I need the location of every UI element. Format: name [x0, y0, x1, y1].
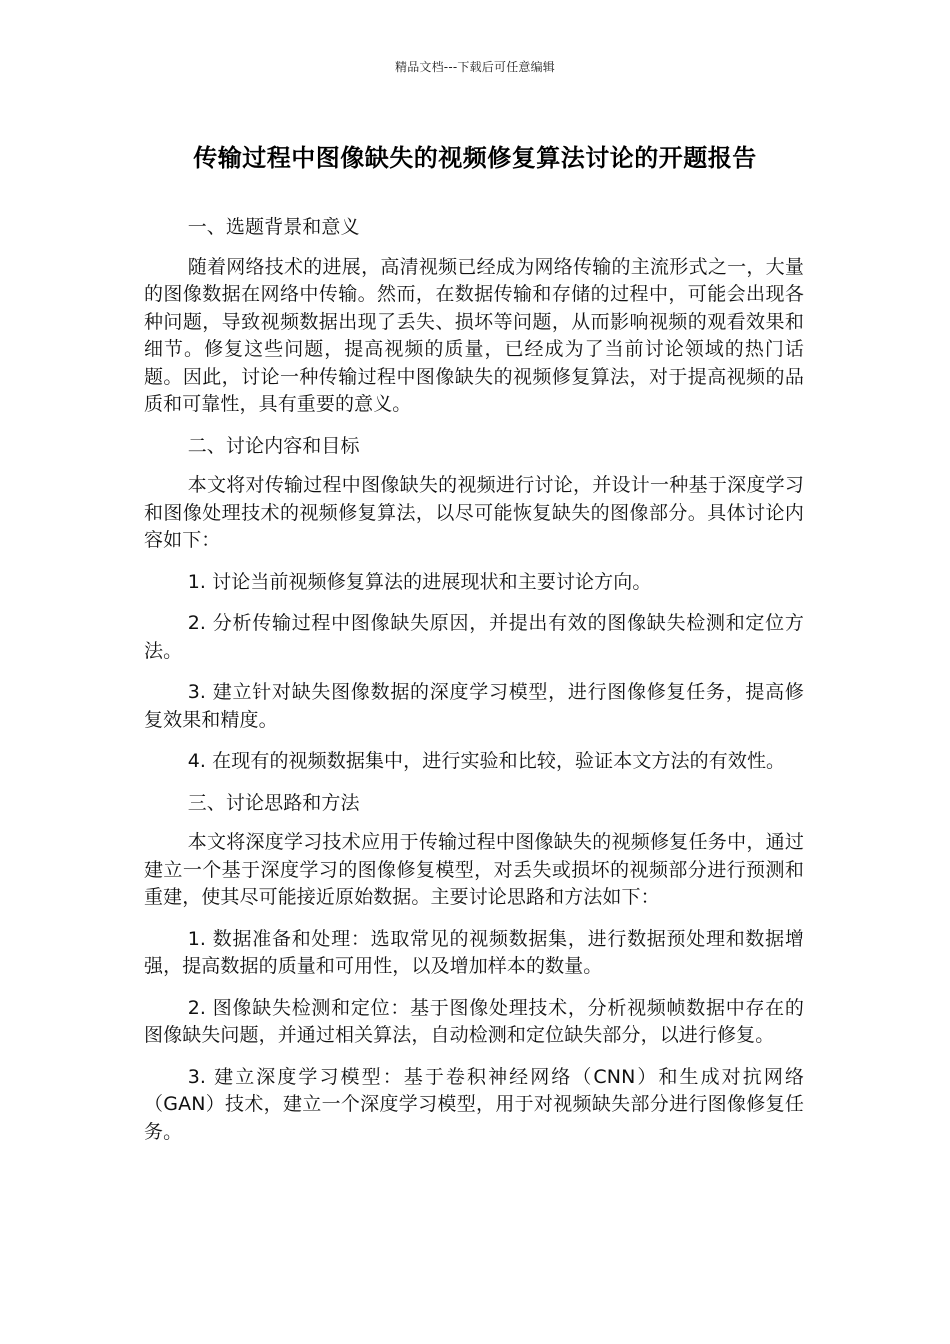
list-item-method-1: 1. 数据准备和处理：选取常见的视频数据集，进行数据预处理和数据增强，提高数据的质量和可用性，以及增加样本的数量。	[144, 927, 804, 977]
section-heading-background: 一、选题背景和意义	[187, 216, 360, 238]
list-item-method-2: 2. 图像缺失检测和定位：基于图像处理技术，分析视频帧数据中存在的图像缺失问题，并通过相关算法，自动检测和定位缺失部分，以进行修复。	[144, 996, 804, 1046]
document-title: 传输过程中图像缺失的视频修复算法讨论的开题报告	[193, 144, 757, 172]
section-heading-content-goals: 二、讨论内容和目标	[187, 434, 360, 457]
paragraph-content-intro: 本文将对传输过程中图像缺失的视频进行讨论，并设计一种基于深度学习和图像处理技术的视频修复算法，以尽可能恢复缺失的图像部分。具体讨论内容如下：	[144, 474, 804, 551]
list-item-content-2: 2. 分析传输过程中图像缺失原因，并提出有效的图像缺失检测和定位方法。	[144, 612, 804, 662]
list-item-method-3: 3. 建立深度学习模型：基于卷积神经网络（CNN）和生成对抗网络（GAN）技术，建立一个深度学习模型，用于对视频缺失部分进行图像修复任务。	[144, 1065, 804, 1143]
section-heading-methods: 三、讨论思路和方法	[187, 791, 360, 814]
paragraph-methods-intro: 本文将深度学习技术应用于传输过程中图像缺失的视频修复任务中，通过建立一个基于深度学习的图像修复模型，对丢失或损坏的视频部分进行预测和重建，使其尽可能接近原始数据。主要讨论思路和方法如下：	[144, 831, 804, 908]
paragraph-background: 随着网络技术的进展，高清视频已经成为网络传输的主流形式之一，大量的图像数据在网络中传输。然而，在数据传输和存储的过程中，可能会出现各种问题，导致视频数据出现了丢失、损坏等问题，从而影响视频的观看效果和细节。修复这些问题，提高视频的质量，已经成为了当前讨论领域的热门话题。因此，讨论一种传输过程中图像缺失的视频修复算法，对于提高视频的品质和可靠性，具有重要的意义。	[144, 255, 804, 415]
document-body	[144, 214, 804, 1160]
list-item-content-4: 4. 在现有的视频数据集中，进行实验和比较，验证本文方法的有效性。	[187, 750, 786, 772]
list-item-content-3: 3. 建立针对缺失图像数据的深度学习模型，进行图像修复任务，提高修复效果和精度。	[144, 681, 804, 731]
list-item-content-1: 1. 讨论当前视频修复算法的进展现状和主要讨论方向。	[187, 570, 652, 593]
header-watermark: 精品文档---下载后可任意编辑	[395, 60, 555, 74]
